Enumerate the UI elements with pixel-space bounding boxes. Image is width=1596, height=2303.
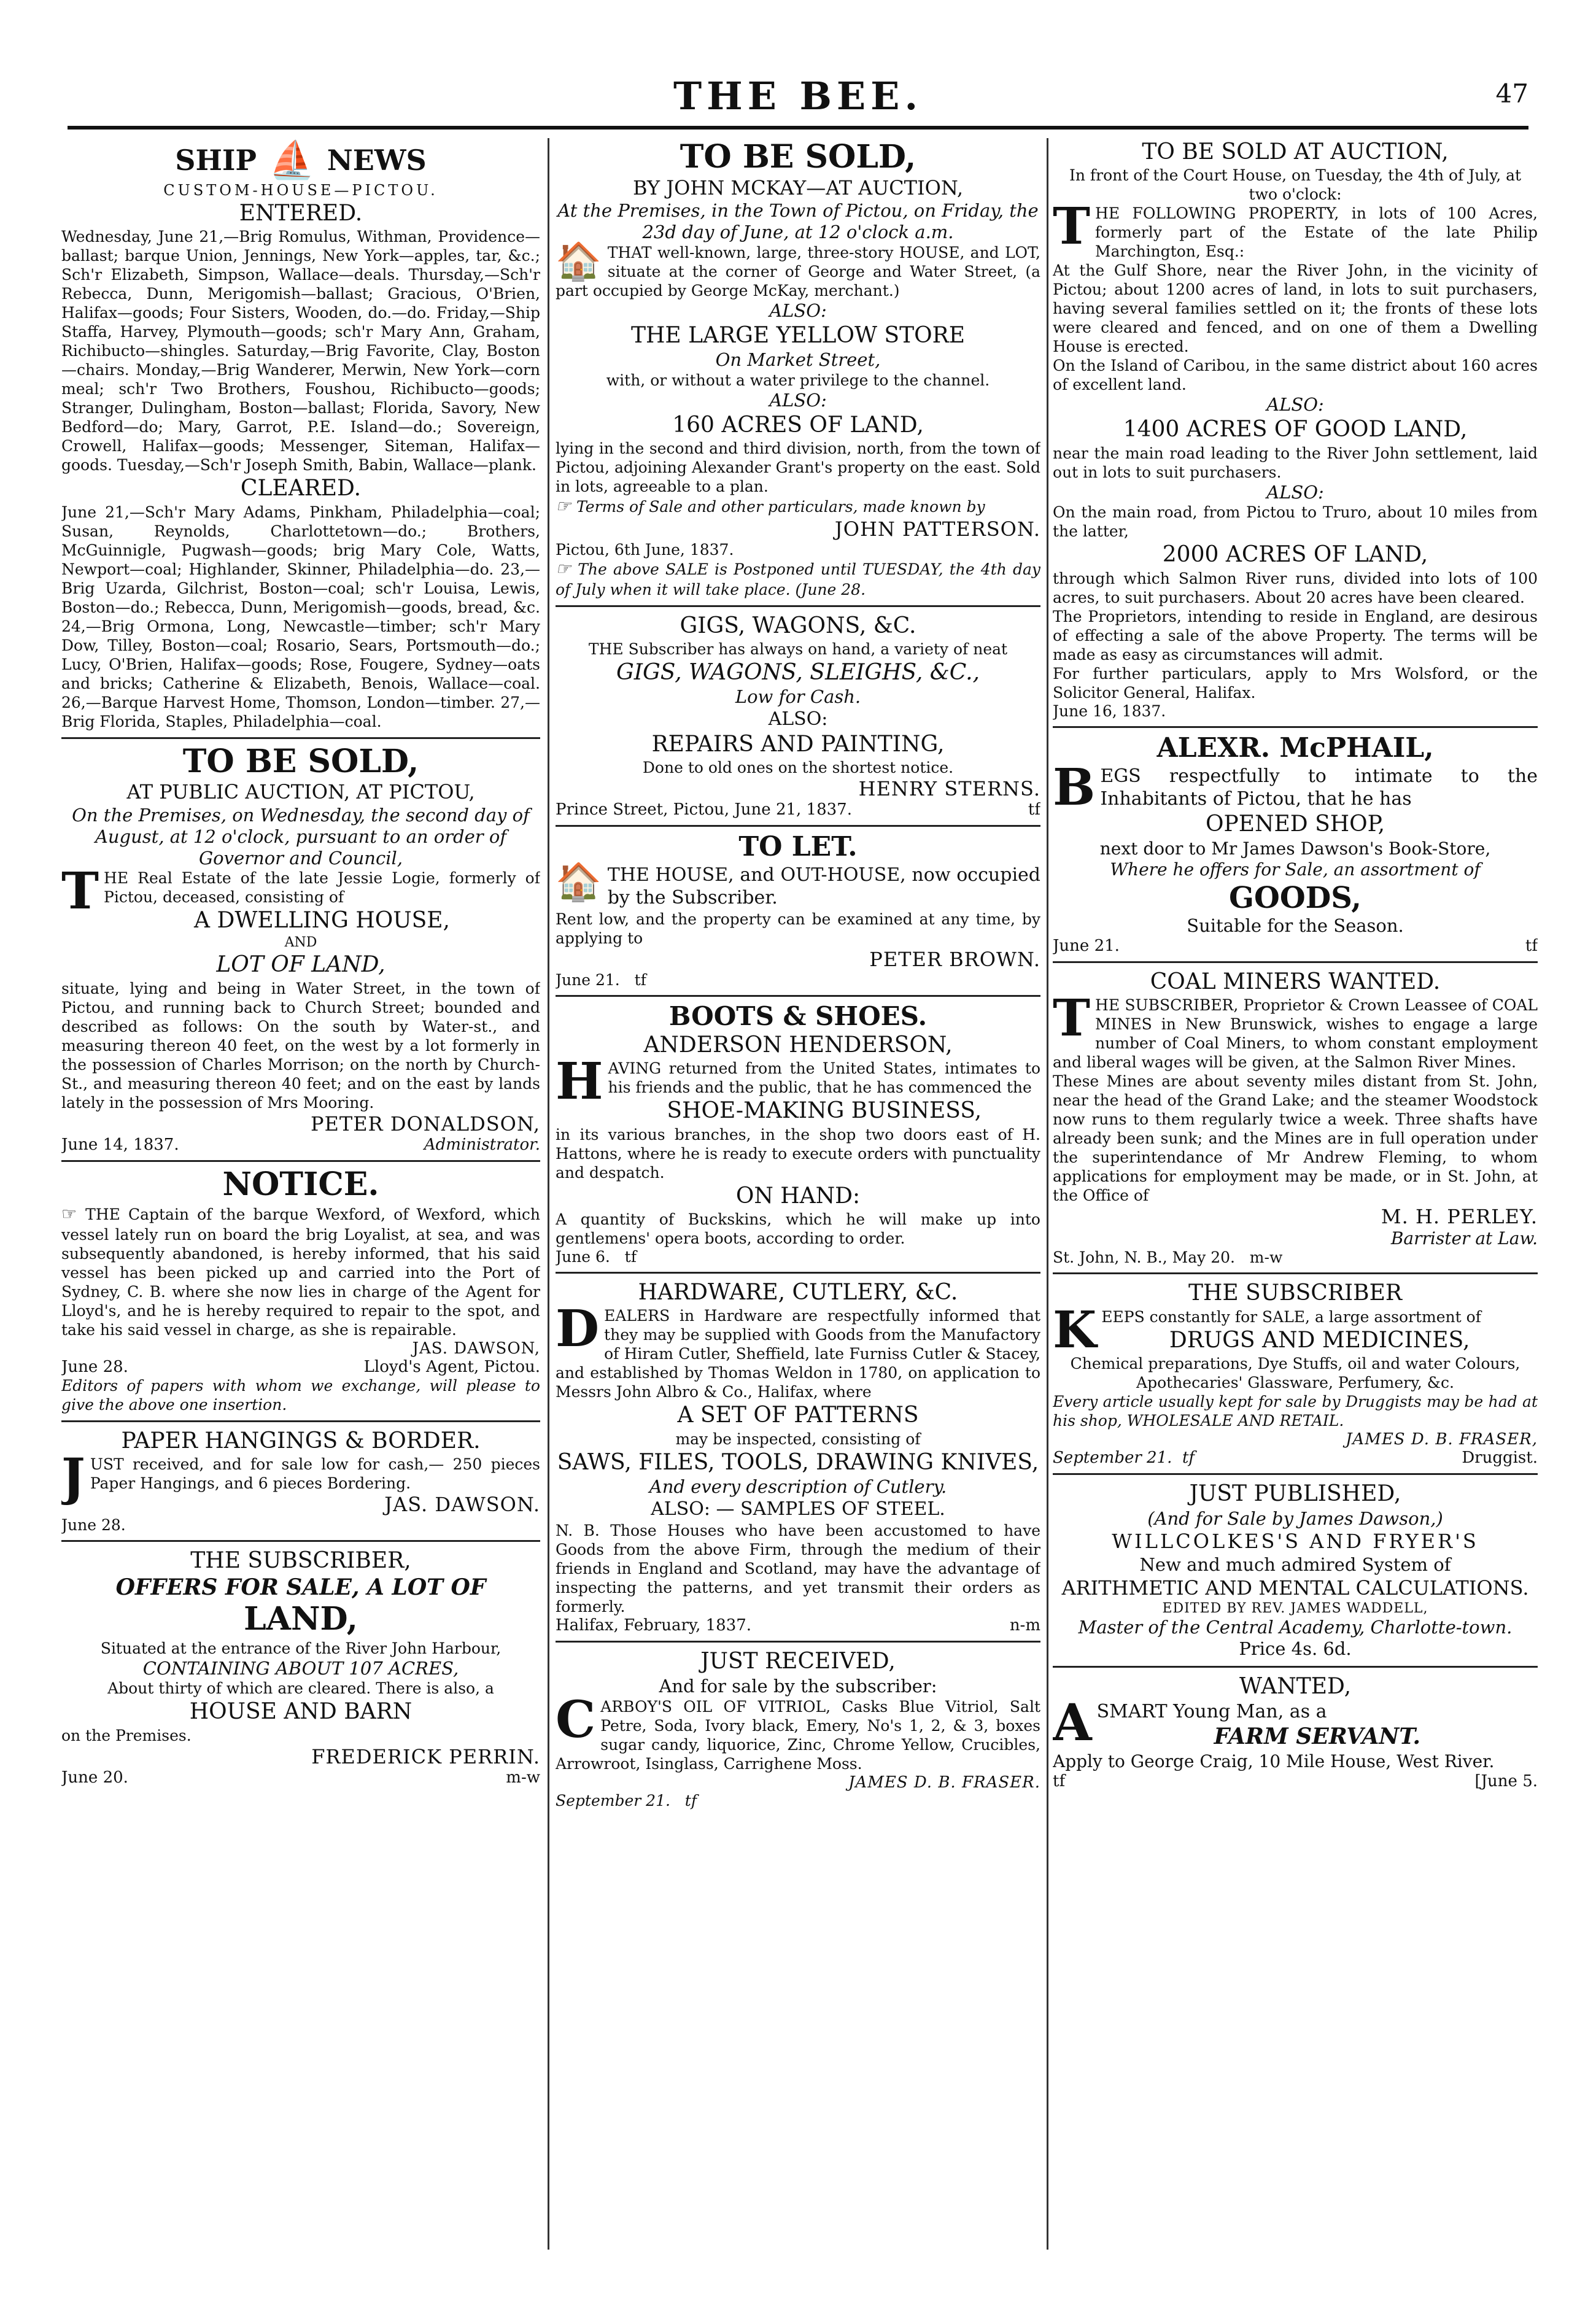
- column-divider-1: [548, 138, 549, 2250]
- ship-news-title-left: SHIP: [175, 143, 257, 177]
- received-sub: And for sale by the subscriber:: [659, 1675, 937, 1697]
- auction-also1: ALSO:: [1266, 394, 1324, 416]
- received-mark: tf: [684, 1791, 697, 1810]
- mckay-sub2: At the Premises, in the Town of Pictou, on Friday, the 23d day of June, at 12 o'clock a.m.: [557, 200, 1039, 243]
- ship-news-title-right: NEWS: [327, 143, 427, 177]
- gigs-signer: HENRY STERNS.: [858, 777, 1040, 801]
- boots-name: ANDERSON HENDERSON,: [643, 1032, 953, 1058]
- pointing-hand-icon: ☞: [556, 558, 578, 579]
- mckay-sub1: BY JOHN MCKAY—AT AUCTION,: [633, 176, 963, 199]
- drugs-signer: JAMES D. B. FRASER,: [1346, 1430, 1538, 1449]
- ship-icon: ⛵: [269, 139, 315, 182]
- auction-body1: HE FOLLOWING PROPERTY, in lots of 100 Acres, formerly part of the Estate of the late Philip Marchington, Esq.:: [1095, 204, 1538, 261]
- mcphail-date: June 21.: [1053, 936, 1120, 955]
- pointing-hand-icon: ☞: [556, 496, 577, 517]
- wanted-mark: tf: [1053, 1772, 1066, 1791]
- drugs-mark: tf: [1182, 1449, 1195, 1468]
- received-title: JUST RECEIVED,: [700, 1649, 896, 1674]
- notice-signer: JAS. DAWSON,: [412, 1339, 540, 1358]
- to-let-body2: Rent low, and the property can be examined at any time, by applying to: [556, 910, 1040, 947]
- auction-title: TO BE SOLD AT AUCTION,: [1142, 139, 1449, 164]
- page-header: [68, 68, 1528, 123]
- mcphail-where: Where he offers for Sale, an assortment of: [1110, 859, 1481, 880]
- published-title: JUST PUBLISHED,: [1189, 1481, 1401, 1507]
- gigs-ad: [556, 613, 1040, 827]
- drop-cap: H: [556, 1052, 603, 1112]
- published-sub: (And for Sale by James Dawson,): [1147, 1508, 1443, 1529]
- notice-date: June 28.: [61, 1357, 128, 1376]
- gigs-cash: Low for Cash.: [735, 686, 861, 708]
- drop-cap: C: [556, 1690, 596, 1749]
- drop-cap: B: [1053, 757, 1096, 817]
- mcphail-mark: tf: [1525, 936, 1538, 955]
- estate-and: AND: [284, 934, 317, 950]
- wanted-body1: SMART Young Man, as a: [1096, 1701, 1327, 1723]
- mckay-body1: THAT well-known, large, three-story HOUSE, and LOT, situate at the corner of George and Water Street, (a part occupied by George McKay, merchant.): [556, 243, 1040, 300]
- published-book2: ARITHMETIC AND MENTAL CALCULATIONS.: [1061, 1576, 1529, 1600]
- ship-news-subtitle: CUSTOM-HOUSE—PICTOU.: [163, 182, 438, 199]
- boots-date: June 6.: [556, 1247, 610, 1266]
- coal-miners-ad: [1053, 969, 1538, 1274]
- gigs-repairs: REPAIRS AND PAINTING,: [651, 731, 945, 757]
- house-icon: 🏠: [556, 239, 602, 283]
- to-let-mark: tf: [634, 970, 646, 989]
- perrin-ad: [61, 1548, 540, 1793]
- drop-cap: T: [1053, 989, 1091, 1048]
- drugs-role: Druggist.: [1462, 1449, 1538, 1468]
- page-number: 47: [1495, 79, 1528, 109]
- perrin-head1: THE SUBSCRIBER,: [190, 1548, 411, 1574]
- mckay-ad: [556, 138, 1040, 607]
- header-rule: [68, 126, 1528, 130]
- hardware-body3: N. B. Those Houses who have been accustomed to have Goods from the above Firm, through the medium of their friends in England and Scotland, may have the advantage of inspecting the patterns, and yet transmit their orders as formerly.: [556, 1522, 1040, 1616]
- perrin-mark: m-w: [506, 1768, 540, 1787]
- to-let-signer: PETER BROWN.: [869, 947, 1040, 971]
- pointing-hand-icon: ☞: [61, 1204, 86, 1225]
- mckay-postponed: The above SALE is Postponed until TUESDAY, the 4th day of July when it will take place.: [556, 560, 1040, 598]
- wanted-body2: Apply to George Craig, 10 Mile House, West River.: [1053, 1751, 1495, 1771]
- hardware-set: A SET OF PATTERNS: [677, 1403, 919, 1428]
- gigs-items: GIGS, WAGONS, SLEIGHS, &C.,: [616, 659, 980, 685]
- mckay-terms: Terms of Sale and other particulars, made known by: [576, 498, 985, 516]
- published-editor: EDITED BY REV. JAMES WADDELL,: [1162, 1600, 1428, 1616]
- drugs-items: DRUGS AND MEDICINES,: [1169, 1327, 1470, 1353]
- mcphail-season: Suitable for the Season.: [1187, 915, 1404, 937]
- estate-body1: HE Real Estate of the late Jessie Logie, formerly of Pictou, deceased, consisting of: [104, 869, 540, 907]
- entered-heading: ENTERED.: [239, 200, 363, 226]
- perrin-body2: About thirty of which are cleared. There is also, a: [107, 1679, 494, 1698]
- auction-body6: through which Salmon River runs, divided into lots of 100 acres, to suit purchasers. About 20 acres have been cleared.: [1053, 569, 1538, 606]
- boots-mark: tf: [624, 1247, 637, 1266]
- mckay-date: Pictou, 6th June, 1837.: [556, 540, 734, 559]
- boots-body1: AVING returned from the United States, intimates to his friends and the public, that he has commenced the: [608, 1059, 1040, 1097]
- drugs-body1: EEPS constantly for SALE, a large assortment of: [1101, 1307, 1481, 1326]
- published-body1: New and much admired System of: [1139, 1554, 1451, 1576]
- coal-signer: M. H. PERLEY.: [1381, 1205, 1538, 1229]
- house-icon: 🏠: [556, 861, 602, 904]
- drop-cap: J: [61, 1448, 85, 1508]
- boots-ad: [556, 1003, 1040, 1274]
- mcphail-body2: next door to Mr James Dawson's Book-Store,: [1099, 838, 1491, 859]
- hardware-desc: And every description of Cutlery.: [649, 1476, 947, 1498]
- drugs-body3: Every article usually kept for sale by Druggists may be had at his shop, WHOLESALE AND RETAIL.: [1053, 1393, 1538, 1430]
- estate-sale-terms: On the Premises, on Wednesday, the second day of August, at 12 o'clock, pursuant to an order of Governor and Council,: [72, 804, 530, 869]
- mckay-also2: ALSO:: [769, 389, 827, 411]
- mcphail-goods: GOODS,: [1229, 881, 1362, 916]
- hardware-mark: n-m: [1009, 1616, 1040, 1635]
- column-divider-2: [1047, 138, 1048, 2250]
- perrin-date: June 20.: [61, 1768, 128, 1787]
- gigs-title: GIGS, WAGONS, &C.: [680, 613, 916, 638]
- to-let-date: June 21.: [556, 970, 620, 989]
- paper-date: June 28.: [61, 1516, 126, 1535]
- wanted-role: FARM SERVANT.: [1214, 1724, 1421, 1750]
- notice-ad: [61, 1165, 540, 1422]
- column-3: [1053, 138, 1538, 2250]
- auction-body8: For further particulars, apply to Mrs Wolsford, or the Solicitor General, Halifax.: [1053, 664, 1538, 702]
- coal-body2: These Mines are about seventy miles distant from St. John, near the head of the Grand Lake; and the steamer Woodstock now runs to them regularly twice a week. Three shafts have already been sunk; and the Mines are in full operation under the superintendance of Mr Andrew Fleming, to whom applications for employment may be made, or in St. John, at the Office of: [1053, 1072, 1538, 1205]
- mcphail-title: ALEXR. McPHAIL,: [1156, 732, 1434, 764]
- wanted-ad: [1053, 1674, 1538, 1797]
- gigs-date: Prince Street, Pictou, June 21, 1837.: [556, 800, 852, 819]
- auction-date: June 16, 1837.: [1053, 702, 1166, 720]
- published-book1: WILLCOLKES'S AND FRYER'S: [1112, 1530, 1479, 1554]
- wanted-title: WANTED,: [1239, 1673, 1352, 1699]
- gigs-body2: Done to old ones on the shortest notice.: [642, 759, 954, 777]
- hardware-samples: ALSO: — SAMPLES OF STEEL.: [651, 1498, 945, 1520]
- paper-signer: JAS. DAWSON.: [384, 1493, 540, 1517]
- received-date: September 21.: [556, 1791, 670, 1810]
- auction-body7: The Proprietors, intending to reside in England, are desirous of effecting a sale of the above Property. The terms will be made as easy as circumstances will admit.: [1053, 607, 1538, 664]
- auction-sub: In front of the Court House, on Tuesday, the 4th of July, at two o'clock:: [1069, 166, 1522, 204]
- notice-body: THE Captain of the barque Wexford, of Wexford, which vessel lately run on board the brig Loyalist, at sea, and was subsequently abandoned, is hereby informed, that his said vessel has been picked up and carried into the Port of Sydney, C. B. where she now lies in charge of the Agent for Lloyd's, and he is hereby required to repair to the spot, and take his said vessel in charge, as she is repairable.: [61, 1206, 540, 1339]
- published-ad: [1053, 1481, 1538, 1668]
- entered-text: Wednesday, June 21,—Brig Romulus, Withman, Providence—ballast; barque Union, Jennings, New York—apples, tar, &c.; Sch'r Elizabeth, Simpson, Wallace—deals. Thursday,—Sch'r Rebecca, Dunn, Merigomish—ballast; Gracious, O'Brien, Halifax—goods; Four Sisters, Wooden, do.—do. Friday,—Ship Staffa, Harvey, Plymouth—goods; sch'r Mary Ann, Graham, Richibucto—shingles. Saturday,—Brig Favorite, Clay, Boston—chairs. Monday,—Brig Wanderer, Merwin, New York—corn meal; sch'r Two Brothers, Foushou, Richibucto—goods; Stranger, Dulingham, Boston—ballast; Florida, Savory, New Bedford—do; Mary, Garrot, P.E. Island—do.; Sovereign, Crowell, Halifax—goods; Messenger, Siteman, Halifax—goods. Tuesday,—Sch'r Joseph Smith, Babin, Wallace—plank.: [61, 228, 540, 474]
- mcphail-opened: OPENED SHOP,: [1205, 811, 1385, 837]
- mckay-also1: ALSO:: [769, 300, 827, 321]
- mckay-acres: 160 ACRES OF LAND,: [672, 412, 924, 438]
- masthead: THE BEE.: [673, 74, 923, 118]
- drugs-title: THE SUBSCRIBER: [1188, 1280, 1402, 1306]
- published-master: Master of the Central Academy, Charlotte-town.: [1078, 1617, 1513, 1638]
- to-let-title: TO LET.: [738, 831, 858, 863]
- estate-signer: PETER DONALDSON,: [310, 1112, 540, 1136]
- coal-date: St. John, N. B., May 20.: [1053, 1248, 1235, 1267]
- gigs-mark: tf: [1028, 800, 1040, 819]
- mckay-street: On Market Street,: [715, 349, 881, 371]
- received-ad: [556, 1649, 1040, 1815]
- coal-body1: HE SUBSCRIBER, Proprietor & Crown Leassee of COAL MINES in New Brunswick, wishes to engage a large number of Coal Miners, to whom constant employment and liberal wages will be given, at the Salmon River Mines.: [1053, 996, 1538, 1072]
- drop-cap: K: [1053, 1300, 1097, 1360]
- boots-onhand: ON HAND:: [735, 1183, 861, 1209]
- column-1: [61, 138, 540, 2250]
- column-2: [556, 138, 1040, 2250]
- perrin-containing: CONTAINING ABOUT 107 ACRES,: [142, 1657, 459, 1679]
- perrin-head2: OFFERS FOR SALE, A LOT OF: [115, 1574, 486, 1600]
- estate-item-lot: LOT OF LAND,: [216, 952, 385, 978]
- notice-title: NOTICE.: [222, 1165, 379, 1203]
- boots-business: SHOE-MAKING BUSINESS,: [667, 1098, 982, 1124]
- auction-acres2: 2000 ACRES OF LAND,: [1162, 542, 1428, 568]
- hardware-tools: SAWS, FILES, TOOLS, DRAWING KNIVES,: [557, 1449, 1039, 1475]
- drop-cap: T: [61, 862, 99, 921]
- notice-note: Editors of papers with whom we exchange, will please to give the above one insertion.: [61, 1376, 540, 1414]
- drop-cap: A: [1053, 1693, 1092, 1753]
- estate-sale-title: TO BE SOLD,: [182, 742, 419, 780]
- hardware-date: Halifax, February, 1837.: [556, 1616, 752, 1635]
- auction-body3: On the Island of Caribou, in the same district about 160 acres of excellent land.: [1053, 357, 1538, 394]
- coal-mark: m-w: [1249, 1248, 1283, 1267]
- estate-sale-ad: [61, 742, 540, 1162]
- cleared-heading: CLEARED.: [240, 476, 362, 501]
- estate-sale-sub: AT PUBLIC AUCTION, AT PICTOU,: [126, 780, 475, 804]
- hardware-ad: [556, 1280, 1040, 1643]
- mcphail-ad: [1053, 734, 1538, 963]
- hardware-title: HARDWARE, CUTLERY, &C.: [638, 1279, 958, 1305]
- coal-title: COAL MINERS WANTED.: [1150, 969, 1441, 994]
- perrin-body1: Situated at the entrance of the River John Harbour,: [100, 1639, 502, 1657]
- paper-hangings-ad: [61, 1428, 540, 1542]
- auction-body4: near the main road leading to the River John settlement, laid out in lots to suit purchasers.: [1053, 444, 1538, 481]
- estate-item-house: A DWELLING HOUSE,: [194, 908, 450, 934]
- paper-title: PAPER HANGINGS & BORDER.: [121, 1428, 481, 1453]
- auction-acres1: 1400 ACRES OF GOOD LAND,: [1123, 417, 1468, 443]
- published-price: Price 4s. 6d.: [1239, 1638, 1352, 1659]
- coal-role: Barrister at Law.: [1390, 1228, 1538, 1249]
- notice-role: Lloyd's Agent, Pictou.: [363, 1357, 540, 1376]
- auction-ad: [1053, 139, 1538, 728]
- cleared-text: June 21,—Sch'r Mary Adams, Pinkham, Philadelphia—coal; Susan, Reynolds, Charlottetown—do.; Brothers, McGuinnigle, Pugwash—goods; brig Mary Cole, Watts, Newport—coal; Highlander, Skinner, Philadelphia—do. 23,—Brig Uzarda, Gilchrist, Boston—coal; sch'r Louisa, Lewis, Boston—do.; Rebecca, Dunn, Merigomish—goods, bread, &c. 24,—Brig Ormona, Long, Newcastle—timber; sch'r Mary Dow, Tilley, Boston—coal; Rosario, Sears, Portsmouth—do.; Lucy, O'Brien, Halifax—goods; Rose, Fougere, Sydney—oats and bricks; Catherine & Elizabeth, Benois, Wallace—coal. 26,—Barque Harvest Home, Thomson, London—timber. 27,—Brig Florida, Staples, Philadelphia—coal.: [61, 503, 540, 730]
- paper-body: UST received, and for sale low for cash,— 250 pieces Paper Hangings, and 6 pieces Bordering.: [90, 1455, 540, 1493]
- drop-cap: D: [556, 1299, 600, 1359]
- received-signer: JAMES D. B. FRASER.: [848, 1773, 1040, 1792]
- perrin-signer: FREDERICK PERRIN.: [311, 1744, 540, 1768]
- drugs-ad: [1053, 1280, 1538, 1475]
- mcphail-body1: EGS respectfully to intimate to the Inhabitants of Pictou, that he has: [1100, 765, 1538, 810]
- mckay-store: THE LARGE YELLOW STORE: [630, 322, 965, 348]
- to-let-ad: [556, 833, 1040, 997]
- gigs-also: ALSO:: [768, 708, 828, 730]
- wanted-date: [June 5.: [1474, 1772, 1538, 1791]
- estate-date: June 14, 1837.: [61, 1135, 179, 1154]
- auction-body2: At the Gulf Shore, near the River John, in the vicinity of Pictou; about 1200 acres of land, in lots to suit purchasers, having several families settled on it; the fronts of these lots were cleared and fenced, and on one of them a Dwelling House is erected.: [1053, 261, 1538, 356]
- perrin-house: HOUSE AND BARN: [189, 1699, 413, 1725]
- drugs-body2: Chemical preparations, Dye Stuffs, oil and water Colours, Apothecaries' Glassware, Perfumery, &c.: [1070, 1355, 1520, 1392]
- drop-cap: T: [1053, 197, 1091, 257]
- boots-body2: in its various branches, in the shop two doors east of H. Hattons, where he is ready to execute orders with punctuality and despatch.: [556, 1125, 1040, 1182]
- mckay-body3: lying in the second and third division, north, from the town of Pictou, adjoining Alexander Grant's property on the east. Sold in lots, agreeable to a plan.: [556, 439, 1040, 496]
- perrin-body3: on the Premises.: [61, 1726, 192, 1744]
- boots-title: BOOTS & SHOES.: [668, 1001, 928, 1031]
- estate-role: Administrator.: [424, 1135, 540, 1154]
- perrin-head3: LAND,: [244, 1600, 358, 1638]
- hardware-body1: EALERS in Hardware are respectfully informed that they may be supplied with Goods from the Manufactory of Hiram Cutler, Sheffield, late Furniss Cutler & Stacey, and established by Thomas Weldon in 1780, on application to Messrs John Albro & Co., Halifax, where: [556, 1307, 1040, 1401]
- mckay-body2: with, or without a water privilege to the channel.: [606, 371, 990, 389]
- ship-news: [61, 138, 540, 739]
- hardware-body2: may be inspected, consisting of: [675, 1430, 921, 1448]
- received-body: ARBOY'S OIL OF VITRIOL, Casks Blue Vitriol, Salt Petre, Soda, Ivory black, Emery, No's 1, 2, & 3, boxes sugar candy, liquorice, Zinc, Chrome Yellow, Crucibles, Arrowroot, Isinglass, Carrighene Moss.: [556, 1697, 1040, 1773]
- mckay-postdate: (June 28.: [795, 580, 866, 598]
- auction-also2: ALSO:: [1266, 481, 1324, 503]
- mckay-signer: JOHN PATTERSON.: [834, 517, 1040, 541]
- drugs-date: September 21.: [1053, 1449, 1172, 1468]
- gigs-body: THE Subscriber has always on hand, a variety of neat: [588, 640, 1008, 658]
- auction-body5: On the main road, from Pictou to Truro, about 10 miles from the latter,: [1053, 503, 1538, 541]
- to-let-body1: THE HOUSE, and OUT-HOUSE, now occupied by the Subscriber.: [607, 864, 1040, 909]
- estate-body2: situate, lying and being in Water Street, in the town of Pictou, and running back to Church Street; bounded and described as follows: On the south by Water-st., and measuring thereon 40 feet, on the west by a lot formerly in the possession of Charles Morrison; on the north by Church-St., and measuring thereon 40 feet; and on the east by lands lately in the possession of Mrs Mooring.: [61, 979, 540, 1112]
- boots-body3: A quantity of Buckskins, which he will make up into gentlemens' opera boots, according to order.: [556, 1210, 1040, 1247]
- mckay-title: TO BE SOLD,: [680, 138, 916, 176]
